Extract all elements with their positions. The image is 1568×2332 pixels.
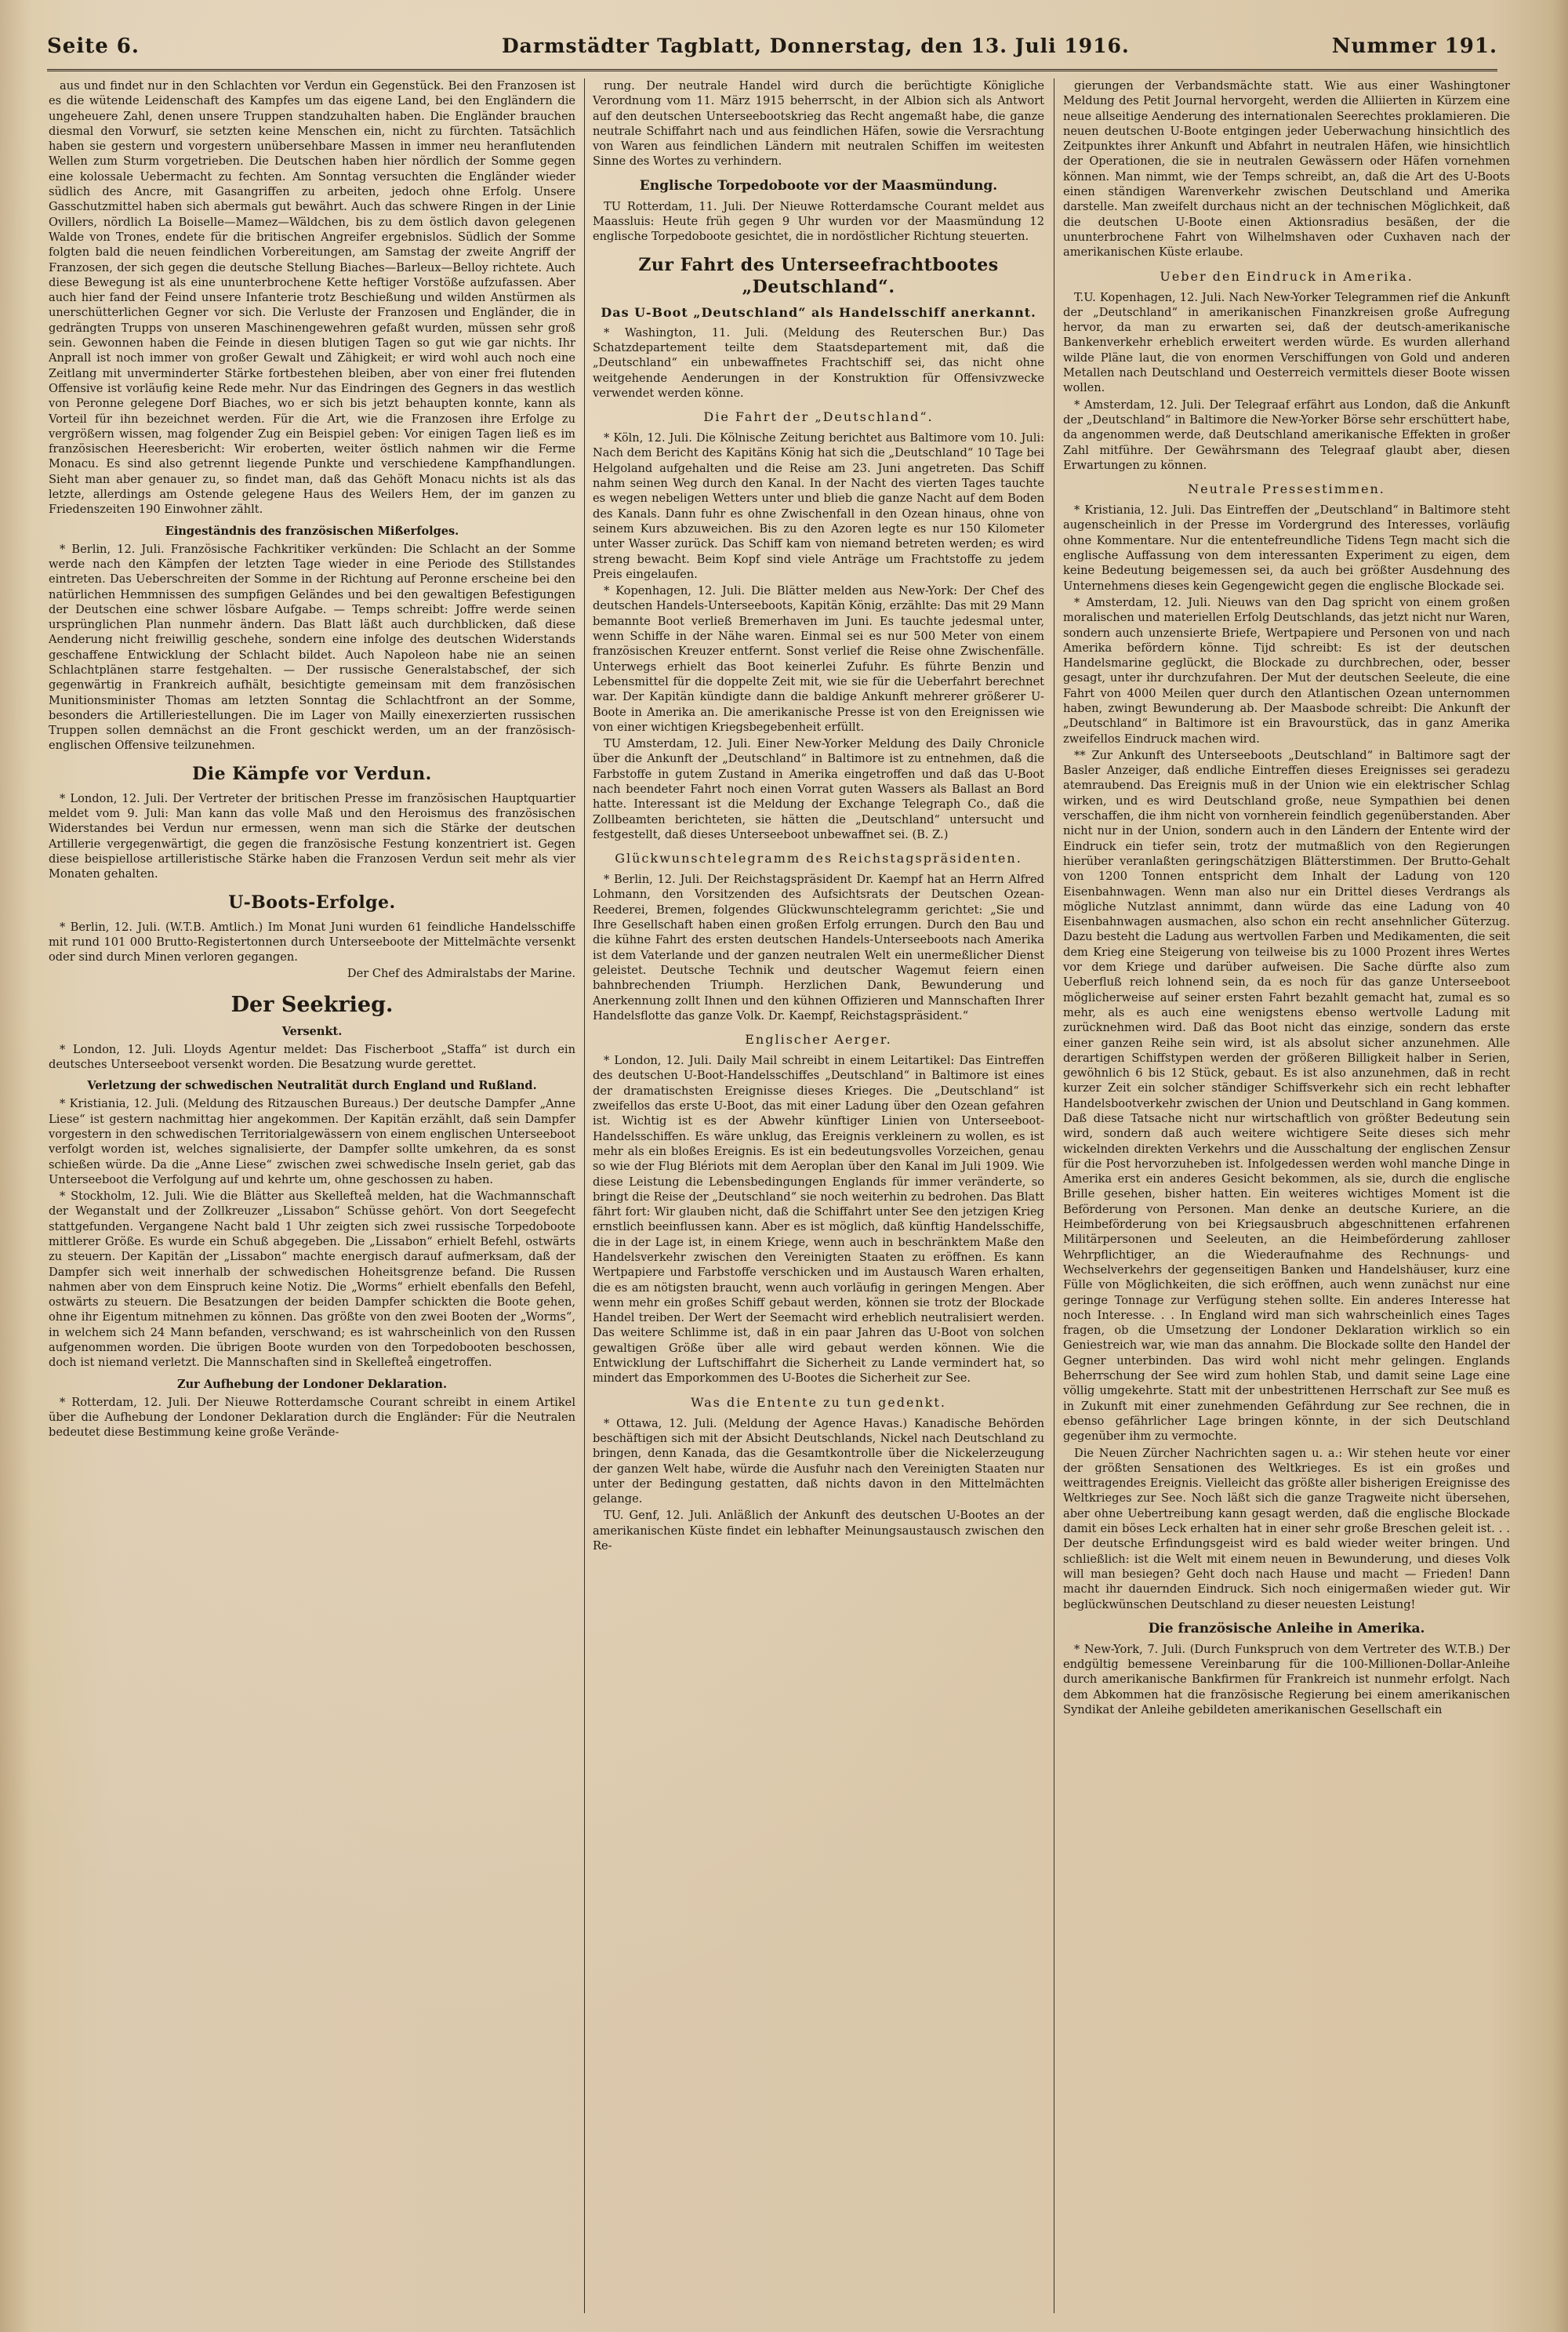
newspaper-masthead-line: Darmstädter Tagblatt, Donnerstag, den 13. Juli 1916.	[502, 35, 1130, 57]
column-divider	[584, 78, 585, 2313]
issue-number: Nummer 191.	[1331, 35, 1497, 58]
article-subheading: Versenkt.	[281, 1024, 343, 1038]
article-heading: Neutrale Pressestimmen.	[1188, 481, 1385, 497]
article-paragraph: * New-York, 7. Juli. (Durch Funkspruch von dem Vertreter des W.T.B.) Der endgültig bemessene Vereinbarung für die 100-Millionen-Dollar-Anleihe durch amerikanische Bankfirmen für Frankreich ist nunmehr erfolgt. Nach dem Abkommen hat die französische Regierung bei einem amerikanischen Syndikat der Anleihe gebildeten amerikanischen Gesellschaft ein	[1063, 1642, 1510, 1716]
article-heading: Die französische Anleihe in Amerika.	[1148, 1620, 1425, 1636]
article-heading: Der Seekrieg.	[230, 992, 394, 1017]
article-subheading: Das U-Boot „Deutschland“ als Handelsschiff anerkannt.	[601, 304, 1036, 320]
column-1	[49, 78, 575, 2316]
page-header	[47, 31, 1497, 71]
article-heading: Verletzung der schwedischen Neutralität durch England und Rußland.	[87, 1079, 537, 1093]
article-paragraph: rung. Der neutrale Handel wird durch die berüchtigte Königliche Verordnung vom 11. März 1915 beherrscht, in der Albion sich als Antwort auf den deutschen Unterseebootskrieg das Recht angemaßt habe, die ganze neutrale Schiffahrt nach und aus feindlichen Häfen, sowie die Versrachtung von Waren aus feindlichen Ländern mit neutralen Schiffen im weitesten Sinne des Wortes zu verhindern.	[593, 79, 1044, 169]
article-paragraph: * Kopenhagen, 12. Juli. Die Blätter melden aus New-York: Der Chef des deutschen Handels-Unterseeboots, Kapitän König, erzählte: Das mit 29 Mann bemannte Boot verließ Bremerhaven im Juni. Es tauchte jedesmal unter, wenn Schiffe in der Nähe waren. Einmal sei es nur 500 Meter von einem französischen Kreuzer entfernt. Sonst verlief die Reise ohne Zwischenfälle. Unterwegs erhielt das Boot keinerlei Zufuhr. Es führte Benzin und Lebensmittel für die doppelte Zeit mit, wie sie für die Ueberfahrt berechnet war. Der Kapitän kündigte dann die baldige Ankunft mehrerer größerer U-Boote in Amerika an. Die amerikanische Presse ist von den Ereignissen wie von einer wichtigen Kriegsbegebenheit erfüllt.	[593, 584, 1044, 734]
article-paragraph: * Berlin, 12. Juli. Französische Fachkritiker verkünden: Die Schlacht an der Somme werde nach den Kämpfen der letzten Tage wieder in eine Periode des Stillstandes eintreten. Das Ueberschreiten der Somme in der Richtung auf Peronne erscheine bei den natürlichen Hemmnissen des sumpfigen Geländes und bei den gewaltigen Befestigungen der Deutschen eine schwer lösbare Aufgabe. — Temps schreibt: Joffre werde seinen ursprünglichen Plan nunmehr ändern. Das Blatt läßt auch durchblicken, daß diese Aenderung nicht freiwillig geschehe, sondern eine infolge des deutschen Widerstands geschaffene Entwicklung der Schlacht bildet. Auch Napoleon habe nie an seinen Schlachtplänen starre festgehalten. — Der russische Generalstabschef, der sich gegenwärtig in Frankreich aufhält, besichtigte gemeinsam mit dem französischen Munitionsminister Thomas am letzten Sonntag die Schlachtfront an der Somme, besonders die Artilleriestellungen. Die im Lager von Mailly einexerzierten russischen Truppen sollen demnächst an die Front geschickt werden, um an der französisch-englischen Offensive teilzunehmen.	[49, 542, 575, 753]
article-paragraph: * Köln, 12. Juli. Die Kölnische Zeitung berichtet aus Baltimore vom 10. Juli: Nach dem Bericht des Kapitäns König hat sich die „Deutschland“ 10 Tage bei Helgoland aufgehalten und die Reise am 23. Juni angetreten. Das Schiff nahm seinen Weg durch den Kanal. In der Nacht des vierten Tages tauchte es wegen nebeligen Wetters unter und blieb die ganze Nacht auf dem Boden des Kanals. Dann fuhr es ohne Zwischenfall in den Ozean hinaus, ohne von seinem Kurs abzuweichen. Bis zu den Azoren legte es nur 150 Kilometer unter Wasser zurück. Das Schiff kam von niemand betreten werden; es wird streng bewacht. Beim Kopf sind viele Anträge um Frachtstoffe zu jedem Preis eingelaufen.	[593, 431, 1044, 581]
article-paragraph: * Kristiania, 12. Juli. (Meldung des Ritzauschen Bureaus.) Der deutsche Dampfer „Anne Liese“ ist gestern nachmittag hier angekommen. Der Kapitän erzählt, daß sein Dampfer vorgestern in den schwedischen Territorialgewässern von einem englischen Unterseeboot verfolgt worden ist, welches signalisierte, der Dampfer sollte umkehren, da es sonst schießen würde. Da die „Anne Liese“ zwischen zwei schwedische Inseln geriet, gab das Unterseeboot die Verfolgung auf und kehrte um, ohne geschossen zu haben.	[49, 1097, 575, 1186]
article-heading: Die Fahrt der „Deutschland“.	[703, 409, 934, 425]
article-paragraph: * Kristiania, 12. Juli. Das Eintreffen der „Deutschland“ in Baltimore steht augenscheinlich in der Presse im Vordergrund des Interesses, vorläufig ohne Kommentare. Nur die ententefreundliche Tidens Tegn macht sich die englische Auffassung von dem interessanten Experiment zu eigen, dem keine Bedeutung beigemessen sei, da auch bei größter Ausdehnung des Unternehmens dieses kein Gegengewicht gegen die englische Blockade sei.	[1063, 503, 1510, 593]
article-paragraph: * Berlin, 12. Juli. (W.T.B. Amtlich.) Im Monat Juni wurden 61 feindliche Handelsschiffe mit rund 101 000 Brutto-Registertonnen durch Unterseeboote der Mittelmächte versenkt oder sind durch Minen verloren gegangen.	[49, 920, 575, 964]
article-heading: Die Kämpfe vor Verdun.	[192, 763, 432, 784]
column-2	[593, 78, 1044, 2316]
column-3	[1063, 78, 1510, 2316]
article-paragraph: * Washington, 11. Juli. (Meldung des Reuterschen Bur.) Das Schatzdepartement teilte dem Staatsdepartement mit, daß die „Deutschland“ ein unbewaffnetes Frachtschiff sei, das nicht ohne weitgehende Aenderungen in der Konstruktion für Offensivzwecke verwendet werden könne.	[593, 325, 1044, 400]
article-paragraph: ** Zur Ankunft des Unterseeboots „Deutschland“ in Baltimore sagt der Basler Anzeiger, daß endliche Eintreffen dieses Ereignisses sei geradezu atemraubend. Das Ereignis muß in der Union wie ein elektrischer Schlag wirken, und es wird Deutschland große, neue Sympathien bei denen verschaffen, die ihm nicht von vornherein feindlich gegenüberstanden. Aber nicht nur in der Union, sondern auch in den Ländern der Entente wird der Eindruck ein tiefer sein, trotz der mutmaßlich von den Regierungen hierüber veranlaßten geringschätzigen Blätterstimmen. Der Brutto-Gehalt von 1200 Tonnen entspricht dem Inhalt der Ladung von 120 Eisenbahnwagen. Wenn man also nur ein Drittel dieses Verdrangs als mögliche Nutzlast annimmt, dann würde das eine Ladung von 40 Eisenbahnwagen ausmachen, also schon ein recht ansehnlicher Güterzug. Dazu besteht die Ladung aus wertvollen Farben und Medikamenten, die seit dem Krieg eine Steigerung von teilweise bis zu 1000 Prozent ihres Wertes vor dem Kriege und darüber aufweisen. Die Sache dürfte also zum Ueberfluß reich lohnend sein, da es noch für das ganze Unterseeboot möglicherweise auf seiner ersten Fahrt bezahlt gemacht hat, zumal es so mehr, als es auch eine wenigstens ebenso wertvolle Ladung mit zurücknehmen wird. Daß das Boot nicht das einzige, sondern das erste einer ganzen Reihe sein wird, ist als absolut sicher anzunehmen. Alle derartigen Schiffstypen werden der größeren Billigkeit halber in Serien, gewöhnlich 6 bis 12 Stück, gebaut. Es ist also anzunehmen, daß in recht kurzer Zeit ein solcher ständiger Schiffsverkehr sich ein recht lebhafter Handelsbootverkehr zwischen der Union und Deutschland in Gang kommen. Daß diese Tatsache nicht nur wirtschaftlich von größter Bedeutung sein wird, sondern daß auch weitere wichtigere Seite dieses sich mehr wickelnden direkten Verkehrs und die Ausschaltung der englischen Zensur für die Post hervorzuheben ist. Infolgedessen werden wohl manche Dinge in Amerika erst ein anderes Gesicht bekommen, als sie, durch die englische Brille gesehen, bisher hatten. Ein weiteres wichtiges Moment ist die Beförderung von Personen. Man denke an deutsche Kuriere, an die Heimbeförderung von bei Kriegsausbruch abgeschnittenen erfahrenen Militärpersonen und Seeleuten, an die Heimbeförderung zahlloser Wehrpflichtiger, an die Wiederaufnahme des Rechnungs- und Wechselverkehrs der gegenseitigen Banken und Handelshäuser, kurz eine Fülle von Möglichkeiten, die sich eröffnen, auch wenn zunächst nur eine geringe Tonnage zur Verfügung stehen sollte. Ein anderes Interesse hat noch Interesse. . . In England wird man sich wahrscheinlich eines Tages fragen, ob die Umsetzung der Londoner Deklaration wirklich so ein Geniestreich war, wie man das annahm. Die Blockade sollte den Handel der Gegner unterbinden. Das wird wohl nicht mehr gelingen. Englands Beherrschung der See wird zum hohlen Stab, und damit seine Lage eine völlig umgekehrte. Statt mit der unbestrittenen Herrschaft zur See muß es in Zukunft mit einer zunehmenden Gefährdung zur See rechnen, die in ebenso gefährlicher Lage bringen könnte, in der sich Deutschland gegenüber ihm zu vermochte.	[1063, 748, 1510, 1444]
article-heading: Ueber den Eindruck in Amerika.	[1160, 268, 1414, 284]
article-paragraph: TU. Genf, 12. Juli. Anläßlich der Ankunft des deutschen U-Bootes an der amerikanischen Küste findet ein lebhafter Meinungsaustausch zwischen den Re-	[593, 1509, 1044, 1553]
article-paragraph: gierungen der Verbandsmächte statt. Wie aus einer Washingtoner Meldung des Petit Journal hervorgeht, werden die Alliierten in Kürzem eine neue allseitige Aenderung des internationalen Seerechtes proklamieren. Die neuen deutschen U-Boote entgingen jeder Ueberwachung hinsichtlich des Zeitpunktes ihrer Ankunft und Abfahrt in neutralen Häfen, wie hinsichtlich der Operationen, die sie in neutralen Gewässern oder Häfen vornehmen können. Man nimmt, wie der Temps schreibt, an, daß die Art des U-Boots einen ständigen Warenverkehr zwischen Deutschland und Amerika darstelle. Man zweifelt durchaus nicht an der technischen Möglichkeit, daß die deutschen U-Boote einen Aktionsradius besäßen, der die ununterbrochene Fahrt von Wilhelmshaven oder Cuxhaven nach der amerikanischen Küste erlaube.	[1063, 79, 1510, 260]
article-paragraph: * Stockholm, 12. Juli. Wie die Blätter aus Skellefteå melden, hat die Wachmannschaft der Weganstalt und der Zollkreuzer „Lissabon“ Schüsse gehört. Von dort Seegefecht stattgefunden. Vergangene Nacht bald 1 Uhr zeigten sich zwei russische Torpedoboote mittlerer Größe. Es wurde ein Schuß abgegeben. Die „Lissabon“ erhielt Befehl, ostwärts zu steuern. Der Kapitän der „Lissabon“ machte energisch darauf aufmerksam, daß der Dampfer sich weit innerhalb der schwedischen Hoheitsgrenze befand. Die Russen nahmen aber von dem Einspruch keine Notiz. Die „Worms“ erhielt ebenfalls den Befehl, ostwärts zu steuern. Die Besatzungen der beiden Dampfer schickten die Boote gehen, ohne ihr Eigentum mitnehmen zu können. Das größte von den zwei Booten der „Worms“, in welchem sich 24 Mann befanden, verschwand; es ist wahrscheinlich von den Russen aufgenommen worden. Die übrigen Boote wurden von den Torpedobooten beschossen, doch ist niemand verletzt. Die Mannschaften sind in Skellefteå eingetroffen.	[49, 1190, 575, 1370]
article-heading: U-Boots-Erfolge.	[228, 892, 396, 913]
article-paragraph: * Berlin, 12. Juli. Der Reichstagspräsident Dr. Kaempf hat an Herrn Alfred Lohmann, den Vorsitzenden des Aufsichtsrats der Deutschen Ozean-Reederei, Bremen, folgendes Glückwunschtelegramm gerichtet: „Sie und Ihre Gesellschaft haben einen großen Erfolg errungen. Durch den Bau und die kühne Fahrt des ersten deutschen Handels-Unterseeboots nach Amerika ist dem Vaterlande und der ganzen neutralen Welt ein unermeßlicher Dienst geleistet. Deutsche Technik und deutscher Wagemut feiern einen bahnbrechenden Triumph. Herzlichen Dank, Bewunderung und Anerkennung zollt Ihnen und den kühnen Offizieren und Mannschaften Ihrer Handelsflotte das ganze Volk. Dr. Kaempf, Reichstagspräsident.“	[593, 873, 1044, 1023]
article-heading: Englische Torpedoboote vor der Maasmündung.	[639, 177, 998, 194]
article-paragraph: * Amsterdam, 12. Juli. Der Telegraaf erfährt aus London, daß die Ankunft der „Deutschland“ in Baltimore die New-Yorker Börse sehr erschüttert habe, da angenommen werde, daß Deutschland amerikanische Effekten in großer Zahl mitführe. Der Gewährsmann des Telegraaf glaubt aber, diesen Erwartungen zu können.	[1063, 398, 1510, 472]
article-paragraph: * London, 12. Juli. Lloyds Agentur meldet: Das Fischerboot „Staffa“ ist durch ein deutsches Unterseeboot versenkt worden. Die Besatzung wurde gerettet.	[49, 1042, 575, 1072]
article-heading: Zur Fahrt des Unterseefrachtbootes „Deutschland“.	[638, 254, 999, 297]
article-paragraph: * London, 12. Juli. Daily Mail schreibt in einem Leitartikel: Das Eintreffen des deutschen U-Boot-Handelsschiffes „Deutschland“ in Baltimore ist eines der dramatischsten Ereignisse dieses Krieges. Die „Deutschland“ ist zweifellos das erste U-Boot, das mit einer Ladung über den Ozean gefahren ist. Wichtig ist es der Abwehr künftiger Linien von Unterseeboot-Handelsschiffen. Es wäre unklug, das Ereignis verkleinern zu wollen, es ist mehr als ein bloßes Ereignis. Es ist ein bedeutungsvolles Vorzeichen, genau so wie der Flug Blériots mit dem Aeroplan über den Kanal im Juli 1909. Wie diese Leistung die Lebensbedingungen Englands für immer veränderte, so bringt die Reise der „Deutschland“ sie noch weiterhin zu bedrohen. Das Blatt fährt fort: Wir glauben nicht, daß die Schiffahrt unter See den jetzigen Krieg ernstlich beeinflussen kann. Aber es ist möglich, daß künftig Handelsschiffe, die in der Lage ist, in einem Kriege, wenn auch in beschränktem Maße den Handelsverkehr zwischen den Vereinigten Staaten zu eröffnen. Es kann Wertpapiere und Farbstoffe verschicken und im Austausch Waren erhalten, die es am nötigsten braucht, wenn auch vorläufig in geringen Mengen. Aber wenn mehr ein großes Schiff gebaut werden, können sie trotz der Blockade Handel treiben. Der Wert der Seemacht wird erheblich neutralisiert werden. Das weitere Schlimme ist, daß in ein paar Jahren das U-Boot von solchen gewaltigen Größe über alle wird gebaut werden können. Wie die Entwicklung der Luftschiffahrt die Sicherheit zu Lande vermindert hat, so mindert das Emporkommen des U-Bootes die Sicherheit zur See.	[593, 1054, 1044, 1386]
article-paragraph: aus und findet nur in den Schlachten vor Verdun ein Gegenstück. Bei den Franzosen ist es die wütende Leidenschaft des Kampfes um das eigene Land, bei den Engländern die ungeheuere Zahl, denen unsere Truppen standzuhalten haben. Die Engländer brauchen diesmal den Vorwurf, sie setzten keine Menschen ein, nicht zu fürchten. Tatsächlich haben sie gestern und vorgestern unübersehbare Massen in immer neu heranflutenden Wellen zum Sturm vorgetrieben. Die Deutschen haben hier nördlich der Somme gegen eine kolossale Uebermacht zu fechten. Am Sonntag versuchten die Engländer wieder südlich des Ancre, mit Gasangriffen zu arbeiten, jedoch ohne Erfolg. Unsere Gasschutzmittel haben sich abermals gut bewährt. Auch das schwere Ringen in der Linie Ovillers, nördlich La Boiselle—Mamez—Wäldchen, bis zu dem östlich davon gelegenen Walde von Trones, endete für die britischen Angreifer ergebnislos. Südlich der Somme folgten bald die neuen feindlichen Vorbereitungen, am Samstag der zweite Angriff der Franzosen, der sich gegen die deutsche Stellung Biaches—Barleux—Belloy richtete. Auch diese Bewegung ist als eine ununterbrochene Kette heftiger Vorstöße aufzufassen. Aber auch hier fand der Feind unsere Infanterie trotz Beschießung und wilden Anstürmen als unerschütterlichen Gegner vor sich. Die Verluste der Franzosen und Engländer, die in gedrängten Trupps von unseren Maschinengewehren gefaßt wurden, müssen sehr groß sein. Gewonnen haben die Feinde in diesen blutigen Tagen so gut wie gar nichts. Ihr Anprall ist noch immer von großer Gewalt und Zähigkeit; er wird wohl auch noch eine Zeitlang mit unverminderter Stärke fortbestehen bleiben, aber von einer frei flutenden Offensive ist vorläufig keine Rede mehr. Nur das Eindringen des Gegners in das westlich von Peronne gelegene Dorf Biaches, wo er sich bis jetzt behaupten konnte, kann als Vorteil für ihn bezeichnet werden. Für die Art, wie die Franzosen ihre Erfolge zu vergrößern wissen, mag folgender Zug ein Beispiel geben: Vor einigen Tagen ließ es im französischen Heeresbericht: Wir eroberten, weiter östlich nahmen wir die Ferme Monacu. Es sind also getrennt liegende Punkte und verschiedene Kampfhandlungen. Sieht man aber genauer zu, so findet man, daß das Gehöft Monacu nichts ist als das letzte, allerdings am Ostende gelegene Haus des Weilers Hem, der im ganzen zu Friedenszeiten 190 Einwohner zählt.	[49, 79, 575, 517]
article-paragraph: * Rotterdam, 12. Juli. Der Nieuwe Rotterdamsche Courant schreibt in einem Artikel über die Aufhebung der Londoner Deklaration durch die Engländer: Für die Neutralen bedeutet diese Bestimmung keine große Verände-	[49, 1395, 575, 1440]
article-heading: Was die Entente zu tun gedenkt.	[691, 1394, 946, 1410]
article-paragraph: Die Neuen Zürcher Nachrichten sagen u. a.: Wir stehen heute vor einer der größten Sensationen des Weltkrieges. Es ist ein großes und weittragendes Ereignis. Vielleicht das größte aller bisherigen Ereignisse des Weltkrieges zur See. Noch läßt sich die ganze Tragweite nicht übersehen, aber ohne Uebertreibung kann gesagt werden, daß die englische Blockade damit ein böses Leck erhalten hat in einer sehr große Breschen geleit ist. . . Der deutsche Erfindungsgeist wird es bald wieder weiter bringen. Und schließlich: ist die Welt mit einem neuen in Bewunderung, und dieses Volk will man besiegen? Geht doch nach Hause und macht — Frieden! Dann macht ihr dauernden Eindruck. Sich noch einigermaßen wieder gut. Wir beglückwünschen Deutschland zu dieser neuesten Leistung!	[1063, 1446, 1510, 1611]
article-heading: Englischer Aerger.	[745, 1032, 892, 1048]
page-number: Seite 6.	[47, 35, 140, 58]
article-paragraph: * London, 12. Juli. Der Vertreter der britischen Presse im französischen Hauptquartier meldet vom 9. Juli: Man kann das volle Maß und den Heroismus des französischen Widerstandes bei Verdun nur ermessen, wenn man sich die Stärke der deutschen Artillerie vergegenwärtigt, die gegen die französische Festung konzentriert ist. Gegen diese beispiellose artilleristische Stärke haben die Franzosen Verdun seit mehr als vier Monaten gehalten.	[49, 791, 575, 881]
article-heading: Glückwunschtelegramm des Reichstagspräsidenten.	[615, 851, 1022, 866]
article-paragraph: TU Rotterdam, 11. Juli. Der Nieuwe Rotterdamsche Courant meldet aus Maassluis: Heute früh gegen 9 Uhr wurden vor der Maasmündung 12 englische Torpedoboote gesichtet, die in nordöstlicher Richtung steuerten.	[593, 199, 1044, 244]
article-signature: Der Chef des Admiralstabs der Marine.	[347, 967, 575, 981]
article-paragraph: T.U. Kopenhagen, 12. Juli. Nach New-Yorker Telegrammen rief die Ankunft der „Deutschland“ in amerikanischen Finanzkreisen große Aufregung hervor, da man zu erwarten sei, daß der deutsch-amerikanische Bankenverkehr erheblich erweitert werden würde. Es wurden allerhand wilde Pläne laut, die von enormen Verschiffungen von Gold und anderen Metallen nach Deutschland und Oesterreich vermittels dieser Boote wissen wollen.	[1063, 290, 1510, 395]
article-heading: Eingeständnis des französischen Mißerfolges.	[165, 524, 459, 538]
article-paragraph: * Ottawa, 12. Juli. (Meldung der Agence Havas.) Kanadische Behörden beschäftigen sich mit der Absicht Deutschlands, Nickel nach Deutschland zu bringen, denn Kanada, das die Gesamtkontrolle über die Nickelerzeugung der ganzen Welt habe, würde die Ausfuhr nach den Vereinigten Staaten nur unter der Bedingung gestatten, daß nichts davon in den Mittelmächten gelange.	[593, 1416, 1044, 1506]
article-paragraph: * Amsterdam, 12. Juli. Nieuws van den Dag spricht von einem großen moralischen und materiellen Erfolg Deutschlands, das jetzt nicht nur Waren, sondern auch unzensierte Briefe, Wertpapiere und Personen von und nach Amerika befördern könne. Tijd schreibt: Es ist der deutschen Handelsmarine geglückt, die Blockade zu durchbrechen, oder, besser gesagt, unter ihr durchzufahren. Der Mut der deutschen Seeleute, die eine Fahrt von 4000 Meilen quer durch den Atlantischen Ozean unternommen haben, zwingt Bewunderung ab. Der Maasbode schreibt: Die Ankunft der „Deutschland“ in Baltimore ist ein Bravourstück, das in ganz Amerika zweifellos Eindruck machen wird.	[1063, 595, 1510, 746]
article-paragraph: TU Amsterdam, 12. Juli. Einer New-Yorker Meldung des Daily Chronicle über die Ankunft der „Deutschland“ in Baltimore ist zu entnehmen, daß die Farbstoffe in gutem Zustand in Amerika eingetroffen und daß das U-Boot nach beendeter Fahrt noch einen Vorrat guten Wassers als Ballast an Bord hatte. Interessant ist die Meldung der Exchange Telegraph Co., daß die Zollbeamten berichteten, sie hätten die „Deutschland“ untersucht und festgestellt, daß dieses Unterseeboot unbewaffnet sei. (B. Z.)	[593, 737, 1044, 841]
article-heading: Zur Aufhebung der Londoner Deklaration.	[177, 1377, 447, 1391]
